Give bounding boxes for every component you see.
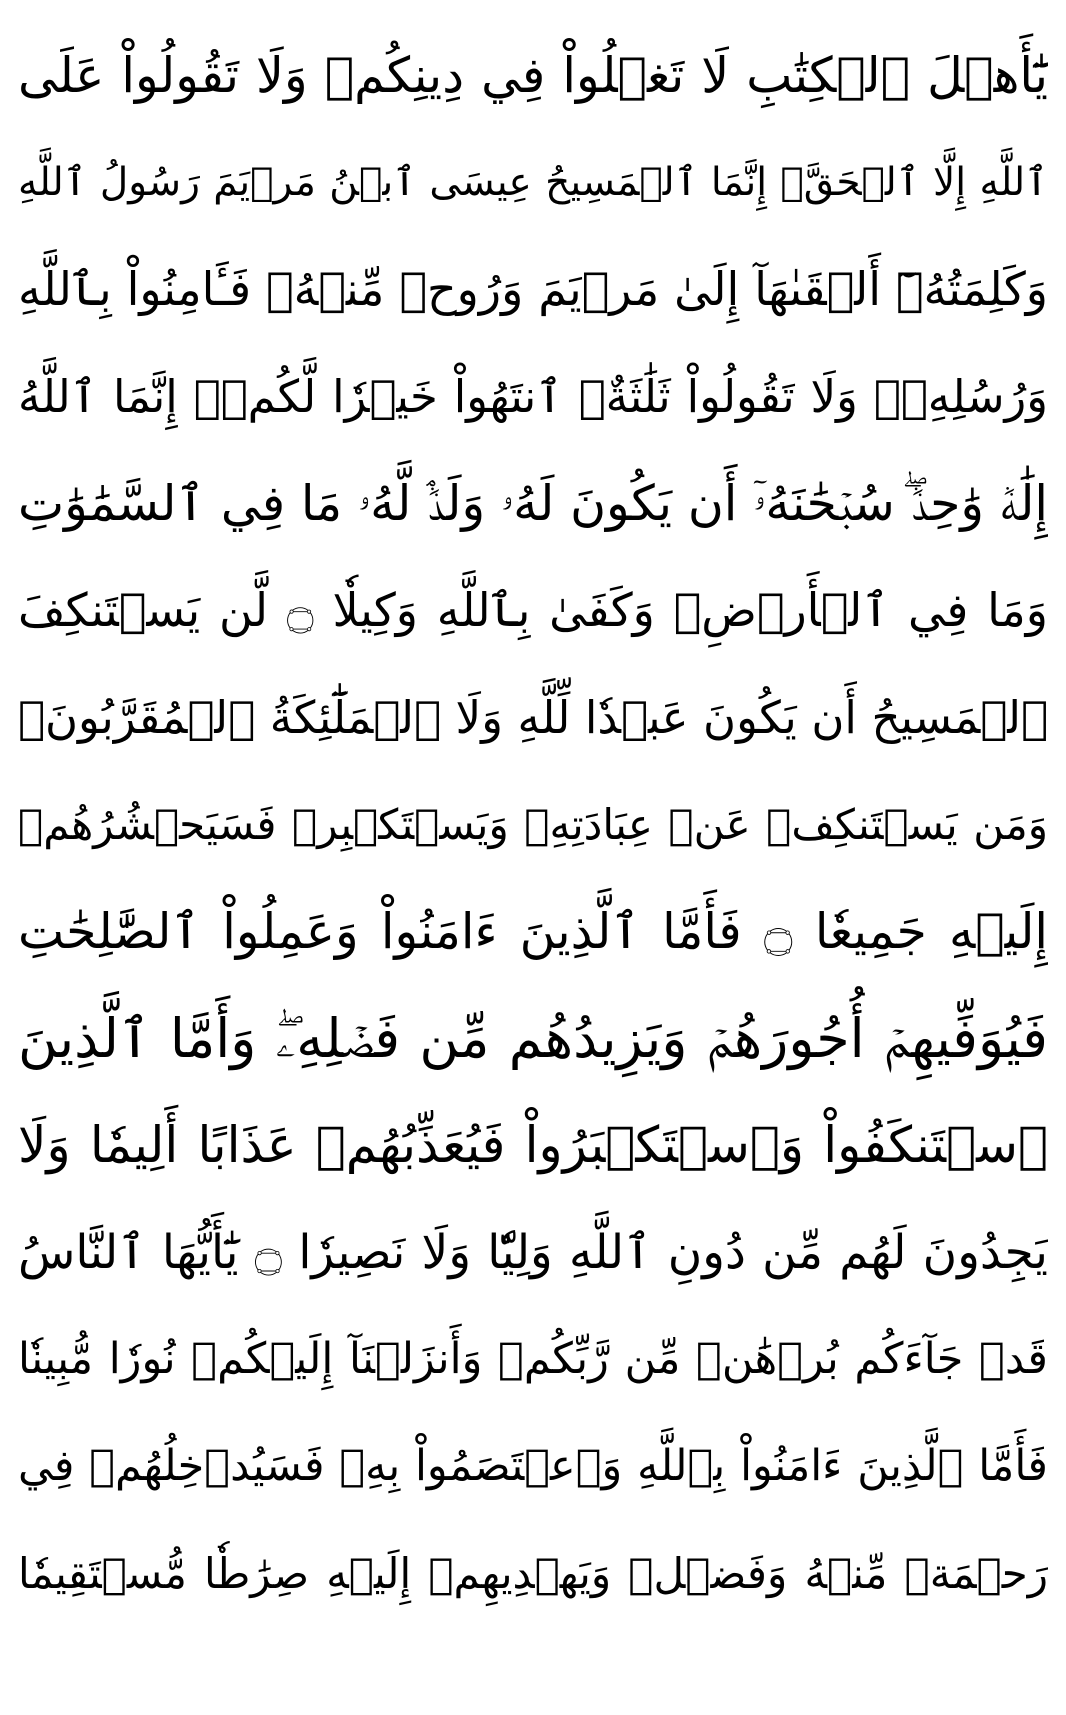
text-line-8 — [18, 771, 1048, 878]
line-text: إِلَٰهٞ وَٰحِدٞۖ سُبۡحَٰنَهُۥٓ أَن يَكُونَ لَهُۥ وَلَدٞۘ لَّهُۥ مَا فِي ٱلسَّمَٰوَٰتِ — [18, 475, 1048, 532]
text-line-3 — [18, 236, 1048, 343]
line-text: يَٰٓأَهۡلَ ٱلۡكِتَٰبِ لَا تَغۡلُواْ فِي دِينِكُمۡ وَلَا تَقُولُواْ عَلَى — [18, 47, 1048, 104]
line-text: يَجِدُونَ لَهُم مِّن دُونِ ٱللَّهِ وَلِيّٗا وَلَا نَصِيرٗا ۝ يَٰٓأَيُّهَا ٱلنَّاسُ — [18, 1225, 1048, 1280]
text-line-5 — [18, 450, 1048, 557]
verse-text-block — [18, 22, 1048, 1627]
text-line-15 — [18, 1520, 1048, 1627]
line-text: فَيُوَفِّيهِمۡ أُجُورَهُمۡ وَيَزِيدُهُم مِّن فَضۡلِهِۦۖ وَأَمَّا ٱلَّذِينَ — [18, 1007, 1048, 1070]
line-text: ٱللَّهِ إِلَّا ٱلۡحَقَّۚ إِنَّمَا ٱلۡمَسِيحُ عِيسَى ٱبۡنُ مَرۡيَمَ رَسُولُ ٱللَّهِ — [18, 160, 1048, 205]
text-line-7 — [18, 664, 1048, 771]
line-text: وَكَلِمَتُهُۥٓ أَلۡقَىٰهَآ إِلَىٰ مَرۡيَمَ وَرُوحٞ مِّنۡهُۖ فَـَٔامِنُواْ بِٱللَّهِ — [18, 262, 1048, 316]
line-text: ٱلۡمَسِيحُ أَن يَكُونَ عَبۡدٗا لِّلَّهِ وَلَا ٱلۡمَلَٰٓئِكَةُ ٱلۡمُقَرَّبُونَۚ — [18, 691, 1048, 744]
text-line-1 — [18, 22, 1048, 129]
text-line-6 — [18, 557, 1048, 664]
text-line-12 — [18, 1199, 1048, 1306]
text-line-13 — [18, 1306, 1048, 1413]
text-line-11 — [18, 1092, 1048, 1199]
line-text: ٱسۡتَنكَفُواْ وَٱسۡتَكۡبَرُواْ فَيُعَذِّبُهُمۡ عَذَابًا أَلِيمٗا وَلَا — [18, 1116, 1048, 1174]
line-text: فَأَمَّا ٱلَّذِينَ ءَامَنُواْ بِٱللَّهِ وَٱعۡتَصَمُواْ بِهِۦ فَسَيُدۡخِلُهُمۡ فِي — [18, 1441, 1048, 1491]
line-text: وَرُسُلِهِۦۖ وَلَا تَقُولُواْ ثَلَٰثَةٌۚ ٱنتَهُواْ خَيۡرٗا لَّكُمۡۚ إِنَّمَا ٱللَّهُ — [18, 370, 1048, 423]
line-text: وَمَا فِي ٱلۡأَرۡضِۗ وَكَفَىٰ بِٱللَّهِ وَكِيلٗا ۝ لَّن يَسۡتَنكِفَ — [18, 583, 1048, 637]
text-line-2 — [18, 129, 1048, 236]
line-text: قَدۡ جَآءَكُم بُرۡهَٰنٞ مِّن رَّبِّكُمۡ وَأَنزَلۡنَآ إِلَيۡكُمۡ نُورٗا مُّبِينٗا — [18, 1334, 1048, 1384]
text-line-10 — [18, 985, 1048, 1092]
text-line-4 — [18, 343, 1048, 450]
line-text: إِلَيۡهِ جَمِيعٗا ۝ فَأَمَّا ٱلَّذِينَ ءَامَنُواْ وَعَمِلُواْ ٱلصَّٰلِحَٰتِ — [18, 903, 1048, 960]
line-text: رَحۡمَةٖ مِّنۡهُ وَفَضۡلٖ وَيَهۡدِيهِمۡ إِلَيۡهِ صِرَٰطٗا مُّسۡتَقِيمٗا — [18, 1549, 1048, 1598]
line-text: وَمَن يَسۡتَنكِفۡ عَنۡ عِبَادَتِهِۦ وَيَسۡتَكۡبِرۡ فَسَيَحۡشُرُهُمۡ — [18, 800, 1048, 849]
text-line-9 — [18, 878, 1048, 985]
text-line-14 — [18, 1413, 1048, 1520]
